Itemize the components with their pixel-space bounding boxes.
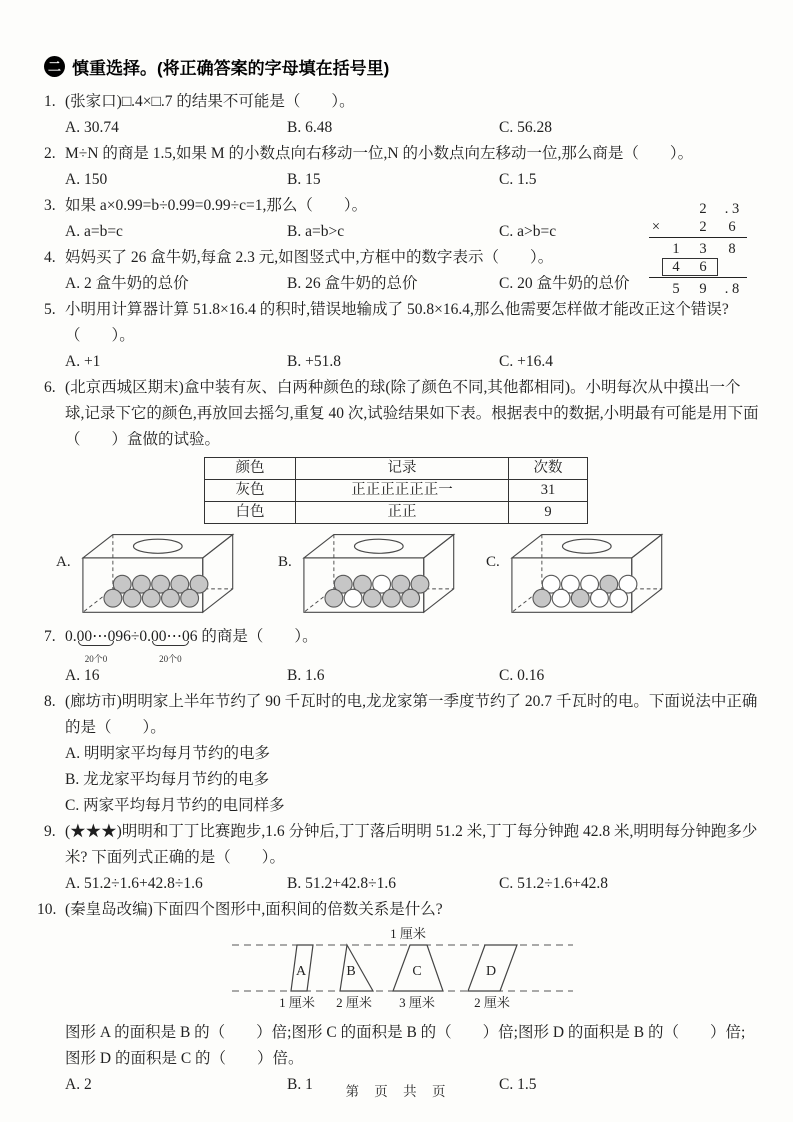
option-c: C. a>b=c <box>499 223 557 240</box>
gray-ball <box>325 589 343 607</box>
question-number: 4. <box>44 249 56 266</box>
option-b: B. 15 <box>287 171 321 188</box>
question-2-options <box>44 167 759 193</box>
multiplicand-row: 2 . 3 <box>699 201 740 217</box>
option-c: C. 0.16 <box>499 667 545 684</box>
white-ball <box>610 589 628 607</box>
question-text: (张家口)□.4×□.7 的结果不可能是（ ）。 <box>65 93 355 110</box>
option-label: A. <box>56 554 71 570</box>
option-label: C. <box>486 554 500 570</box>
option-a: A. 51.2÷1.6+42.8÷1.6 <box>65 875 203 892</box>
gray-ball <box>104 589 122 607</box>
section-title: 慎重选择。(将正确答案的字母填在括号里) <box>72 59 390 78</box>
q4-vertical-multiplication <box>649 200 748 298</box>
question-number: 9. <box>44 823 56 840</box>
option-b: B. 1.6 <box>287 667 325 684</box>
question-number: 1. <box>44 93 56 110</box>
option-b: B. 51.2+42.8÷1.6 <box>287 875 396 892</box>
cell-count: 31 <box>509 480 588 502</box>
option-a: A. 150 <box>65 171 108 188</box>
shape-a-base-label: 1 厘米 <box>279 995 315 1010</box>
zeros-count-2: 20个0 <box>159 654 182 664</box>
option-a: A. a=b=c <box>65 223 123 240</box>
shape-b-label: B <box>346 964 356 979</box>
question-text: (北京西城区期末)盒中装有灰、白两种颜色的球(除了颜色不同,其他都相同)。小明每次从中摸出一个球,记录下它的颜色,再放回去摇匀,重复 40 次,试验结果如下表。根据表中的数据,小明最有可能是用下面（ ）盒做的试验。 <box>65 379 759 448</box>
option-b: B. a=b>c <box>287 223 345 240</box>
question-number: 2. <box>44 145 56 162</box>
zeros-count-1: 20个0 <box>84 654 108 664</box>
option-label: B. <box>278 554 292 570</box>
underbrace-group-1 <box>76 624 116 664</box>
gray-ball <box>363 589 381 607</box>
cell-count: 9 <box>509 502 588 524</box>
box-b-illustration <box>296 528 456 616</box>
option-a: A. 2 <box>65 1076 92 1093</box>
gray-ball <box>142 589 160 607</box>
question-2 <box>44 141 759 167</box>
question-text: 如果 a×0.99=b÷0.99=0.99÷c=1,那么（ ）。 <box>65 197 368 214</box>
q6-record-table <box>204 457 588 524</box>
shape-a-label: A <box>295 964 307 979</box>
option-a: A. 16 <box>65 667 100 684</box>
gray-ball <box>123 589 141 607</box>
section-header <box>44 54 759 79</box>
gray-ball <box>382 589 400 607</box>
cell-tally: 正正正正正正一 <box>296 480 509 502</box>
question-number: 6. <box>44 379 56 396</box>
box-option-a <box>56 528 235 616</box>
gray-ball <box>571 589 589 607</box>
box-a-illustration <box>75 528 235 616</box>
col-header-color: 颜色 <box>205 458 296 480</box>
option-c: C. 1.5 <box>499 1076 537 1093</box>
question-text: 妈妈买了 26 盒牛奶,每盒 2.3 元,如图竖式中,方框中的数字表示（ ）。 <box>65 249 554 266</box>
page-footer: 第 页 共 页 <box>345 1084 448 1099</box>
option-c: C. +16.4 <box>499 353 553 370</box>
question-text: (★★★)明明和丁丁比赛跑步,1.6 分钟后,丁丁落后明明 51.2 米,丁丁每分钟跑 42.8 米,明明每分钟跑多少米? 下面列式正确的是（ ）。 <box>65 823 758 866</box>
q10-shapes-figure <box>230 925 575 1013</box>
option-c: C. 56.28 <box>499 119 552 136</box>
question-text: M÷N 的商是 1.5,如果 M 的小数点向右移动一位,N 的小数点向左移动一位,那么商是（ ）。 <box>65 145 694 162</box>
question-1 <box>44 89 759 115</box>
question-6 <box>44 375 759 453</box>
option-b: B. 6.48 <box>287 119 333 136</box>
gray-ball <box>161 589 179 607</box>
question-9 <box>44 819 759 871</box>
question-5-options <box>44 349 759 375</box>
col-header-count: 次数 <box>509 458 588 480</box>
question-text <box>65 624 759 664</box>
option-b: B. 1 <box>287 1076 313 1093</box>
question-1-options <box>44 115 759 141</box>
question-7-options <box>44 663 759 689</box>
table-row-gray <box>205 480 588 502</box>
option-b: B. +51.8 <box>287 353 341 370</box>
option-a: A. 2 盒牛奶的总价 <box>65 275 189 292</box>
question-text: (廊坊市)明明家上半年节约了 90 千瓦时的电,龙龙家第一季度节约了 20.7 千瓦时的电。下面说法中正确的是（ ）。 <box>65 693 758 736</box>
rule-line <box>649 277 747 278</box>
gray-ball <box>533 589 551 607</box>
shape-b-base-label: 2 厘米 <box>336 995 372 1010</box>
cell-color: 白色 <box>205 502 296 524</box>
underbrace-group-2 <box>151 624 190 664</box>
boxed-partial-product: 4 6 <box>662 258 718 276</box>
question-number: 8. <box>44 693 56 710</box>
option-b: B. 龙龙家平均每月节约的电多 <box>65 771 270 788</box>
top-width-label: 1 厘米 <box>390 926 426 941</box>
question-10 <box>37 897 759 923</box>
question-text: 小明用计算器计算 51.8×16.4 的积时,错误地输成了 50.8×16.4,那么他需要怎样做才能改正这个错误? （ ）。 <box>65 301 729 344</box>
option-c: C. 1.5 <box>499 171 537 188</box>
gray-ball <box>402 589 420 607</box>
box-option-b <box>278 528 456 616</box>
box-c-illustration <box>504 528 664 616</box>
question-text: (秦皇岛改编)下面四个图形中,面积间的倍数关系是什么? <box>65 901 443 918</box>
option-c: C. 51.2÷1.6+42.8 <box>499 875 608 892</box>
option-c: C. 20 盒牛奶的总价 <box>499 275 630 292</box>
expr-mid: 96÷0. <box>115 628 152 645</box>
question-7 <box>44 624 759 664</box>
multiplier-row: × 2 6 <box>649 218 748 236</box>
q10-figure-wrapper <box>230 925 759 1018</box>
q6-box-options <box>44 528 759 624</box>
product-row: 5 9 . 8 <box>672 281 740 297</box>
question-number: 3. <box>44 197 56 214</box>
cell-color: 灰色 <box>205 480 296 502</box>
option-a: A. +1 <box>65 353 101 370</box>
question-8 <box>44 689 759 741</box>
times-icon: × <box>651 219 661 235</box>
shape-d-base-label: 2 厘米 <box>474 995 510 1010</box>
question-number: 7. <box>44 628 56 645</box>
question-number: 10. <box>37 901 57 918</box>
partial-product-2-row <box>649 258 748 276</box>
option-a: A. 30.74 <box>65 119 119 136</box>
table-row-white <box>205 502 588 524</box>
table-header-row <box>205 458 588 480</box>
shape-c-base-label: 3 厘米 <box>399 995 435 1010</box>
cell-tally: 正正 <box>296 502 509 524</box>
section-number-icon: 二 <box>44 56 65 77</box>
white-ball <box>590 589 608 607</box>
option-c: C. 两家平均每月节约的电同样多 <box>65 797 285 814</box>
expr-post: 6 的商是（ ）。 <box>189 628 318 645</box>
rule-line <box>649 237 747 238</box>
shape-b-triangle <box>340 945 373 991</box>
expr-pre: 0. <box>65 628 77 645</box>
col-header-record: 记录 <box>296 458 509 480</box>
partial-product-1-row: 1 3 8 <box>672 241 736 257</box>
q10-fill-in-text: 图形 A 的面积是 B 的（ ）倍;图形 C 的面积是 B 的（ ）倍;图形 D 的面积是 B 的（ ）倍;图形 D 的面积是 C 的（ ）倍。 <box>65 1024 746 1067</box>
shape-d-label: D <box>485 964 497 979</box>
zeros-2: 00⋯0 <box>151 628 190 645</box>
white-ball <box>552 589 570 607</box>
option-a: A. 明明家平均每月节约的电多 <box>65 745 270 762</box>
shape-c-label: C <box>412 964 422 979</box>
gray-ball <box>180 589 198 607</box>
option-b: B. 26 盒牛奶的总价 <box>287 275 418 292</box>
zeros-1: 00⋯0 <box>76 628 116 645</box>
question-9-options <box>44 871 759 897</box>
question-5 <box>44 297 759 349</box>
white-ball <box>344 589 362 607</box>
box-option-c <box>486 528 664 616</box>
question-8-options <box>44 741 759 819</box>
question-number: 5. <box>44 301 56 318</box>
